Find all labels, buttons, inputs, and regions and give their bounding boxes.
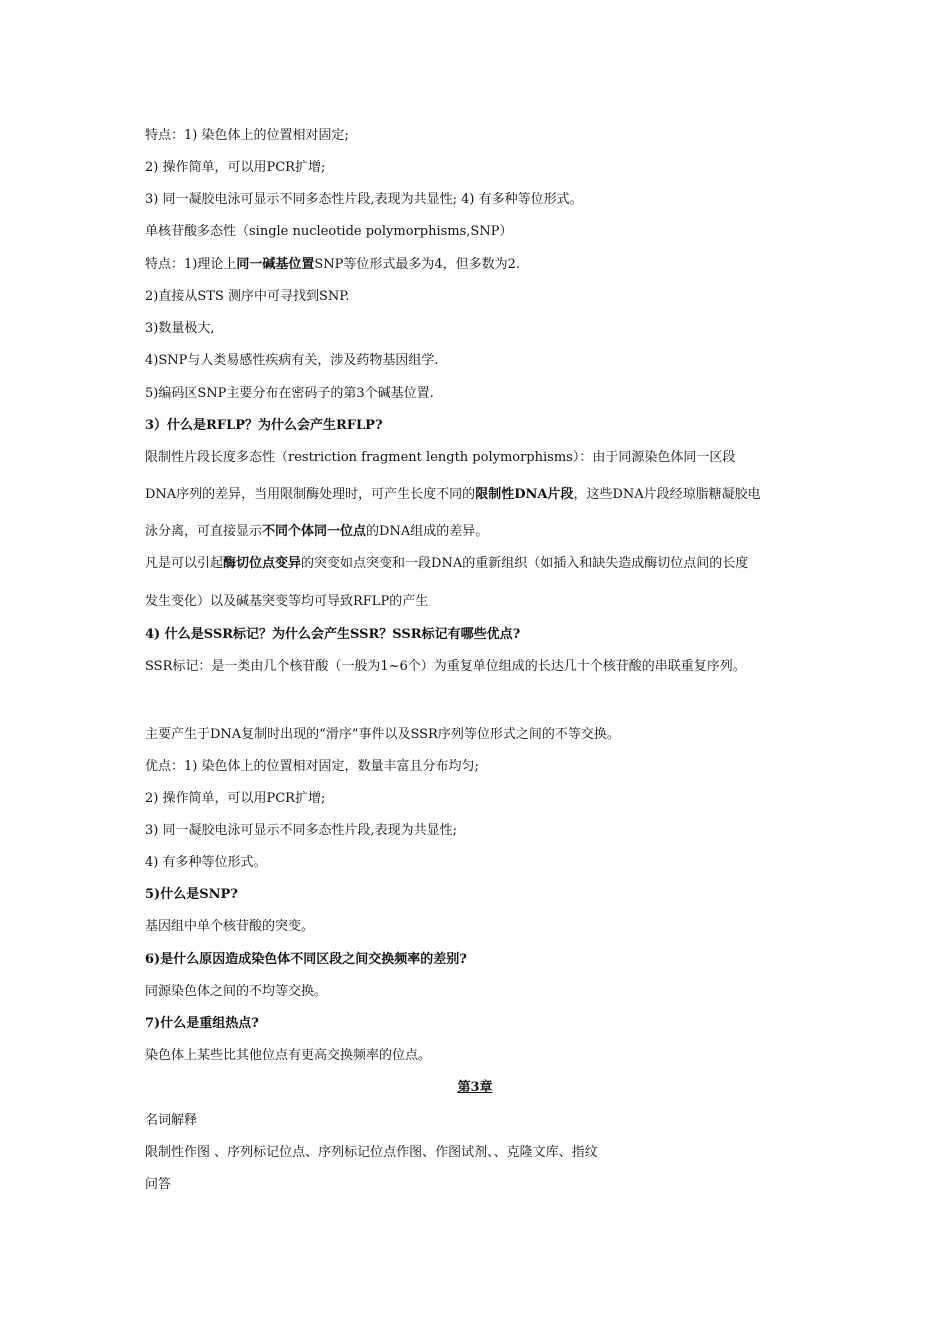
rflp-definition-line-2 xyxy=(145,487,761,503)
rflp-cause-line-1 xyxy=(145,556,748,572)
rflp-cause-line-2: 发生变化）以及碱基突变等均可导致RFLP的产生 xyxy=(145,594,429,609)
feature-line-2: 2) 操作简单，可以用PCR扩增; xyxy=(145,160,326,175)
chapter-3-title: 第3章 xyxy=(457,1080,493,1095)
snp-feature-5: 5)编码区SNP主要分布在密码子的第3个碱基位置. xyxy=(145,386,434,401)
rflp-line-2-emphasis: 限制性DNA片段 xyxy=(475,487,574,502)
ssr-advantage-4: 4) 有多种等位形式。 xyxy=(145,855,267,870)
snp-feature-3: 3)数量极大, xyxy=(145,321,215,336)
qa-heading: 问答 xyxy=(145,1177,172,1192)
terms-list: 限制性作图 、序列标记位点、序列标记位点作图、作图试剂、、克隆文库、指纹 xyxy=(145,1145,598,1160)
question-5-heading: 5)什么是SNP? xyxy=(145,887,238,902)
snp-feature-2: 2)直接从STS 测序中可寻找到SNP. xyxy=(145,289,350,304)
feature-line-3: 3) 同一凝胶电泳可显示不同多态性片段,表现为共显性; 4) 有多种等位形式。 xyxy=(145,192,583,207)
question-3-heading: 3）什么是RFLP？为什么会产生RFLP? xyxy=(145,418,383,433)
rflp-cause-start: 凡是可以引起 xyxy=(145,556,224,571)
rflp-line-3-emphasis: 不同个体同一位点 xyxy=(262,524,367,539)
snp-feature-1 xyxy=(145,257,520,273)
question-4-heading: 4) 什么是SSR标记？为什么会产生SSR？SSR标记有哪些优点? xyxy=(145,627,521,642)
rflp-line-3-start: 泳分离，可直接显示 xyxy=(145,524,263,539)
question-7-heading: 7)什么是重组热点? xyxy=(145,1016,259,1031)
snp-feature-1-emphasis: 同一碱基位置 xyxy=(236,257,315,272)
rflp-cause-emphasis: 酶切位点变异 xyxy=(223,556,302,571)
ssr-cause: 主要产生于DNA复制时出现的“滑序”事件以及SSR序列等位形式之间的不等交换。 xyxy=(145,727,620,742)
ssr-advantage-2: 2) 操作简单，可以用PCR扩增; xyxy=(145,791,326,806)
rflp-definition-line-3 xyxy=(145,524,488,540)
rflp-line-2-start: DNA序列的差异，当用限制酶处理时，可产生长度不同的 xyxy=(145,487,476,502)
chapter-3-heading xyxy=(0,1080,950,1096)
question-7-answer: 染色体上某些比其他位点有更高交换频率的位点。 xyxy=(145,1048,432,1063)
question-5-answer: 基因组中单个核苷酸的突变。 xyxy=(145,919,315,934)
question-6-heading: 6)是什么原因造成染色体不同区段之间交换频率的差别? xyxy=(145,952,467,967)
ssr-definition: SSR标记：是一类由几个核苷酸（一般为1~6个）为重复单位组成的长达几十个核苷酸的串联重复序列。 xyxy=(145,659,746,674)
rflp-line-3-end: 的DNA组成的差异。 xyxy=(366,524,489,539)
snp-heading: 单核苷酸多态性（single nucleotide polymorphisms,SNP） xyxy=(145,224,513,239)
question-6-answer: 同源染色体之间的不均等交换。 xyxy=(145,984,328,999)
rflp-line-2-end: ，这些DNA片段经琼脂糖凝胶电 xyxy=(573,487,761,502)
rflp-definition-line-1: 限制性片段长度多态性（restriction fragment length polymorphisms）：由于同源染色体同一区段 xyxy=(145,450,736,465)
terms-heading: 名词解释 xyxy=(145,1113,198,1128)
ssr-advantage-3: 3) 同一凝胶电泳可显示不同多态性片段,表现为共显性; xyxy=(145,823,457,838)
feature-line-1: 特点：1) 染色体上的位置相对固定; xyxy=(145,128,349,143)
snp-feature-1-start: 特点：1)理论上 xyxy=(145,257,237,272)
ssr-advantage-1: 优点：1) 染色体上的位置相对固定，数量丰富且分布均匀; xyxy=(145,759,479,774)
rflp-cause-end: 的突变如点突变和一段DNA的重新组织（如插入和缺失造成酶切位点间的长度 xyxy=(301,556,749,571)
snp-feature-1-end: SNP等位形式最多为4，但多数为2. xyxy=(314,257,521,272)
snp-feature-4: 4)SNP与人类易感性疾病有关，涉及药物基因组学. xyxy=(145,353,439,368)
